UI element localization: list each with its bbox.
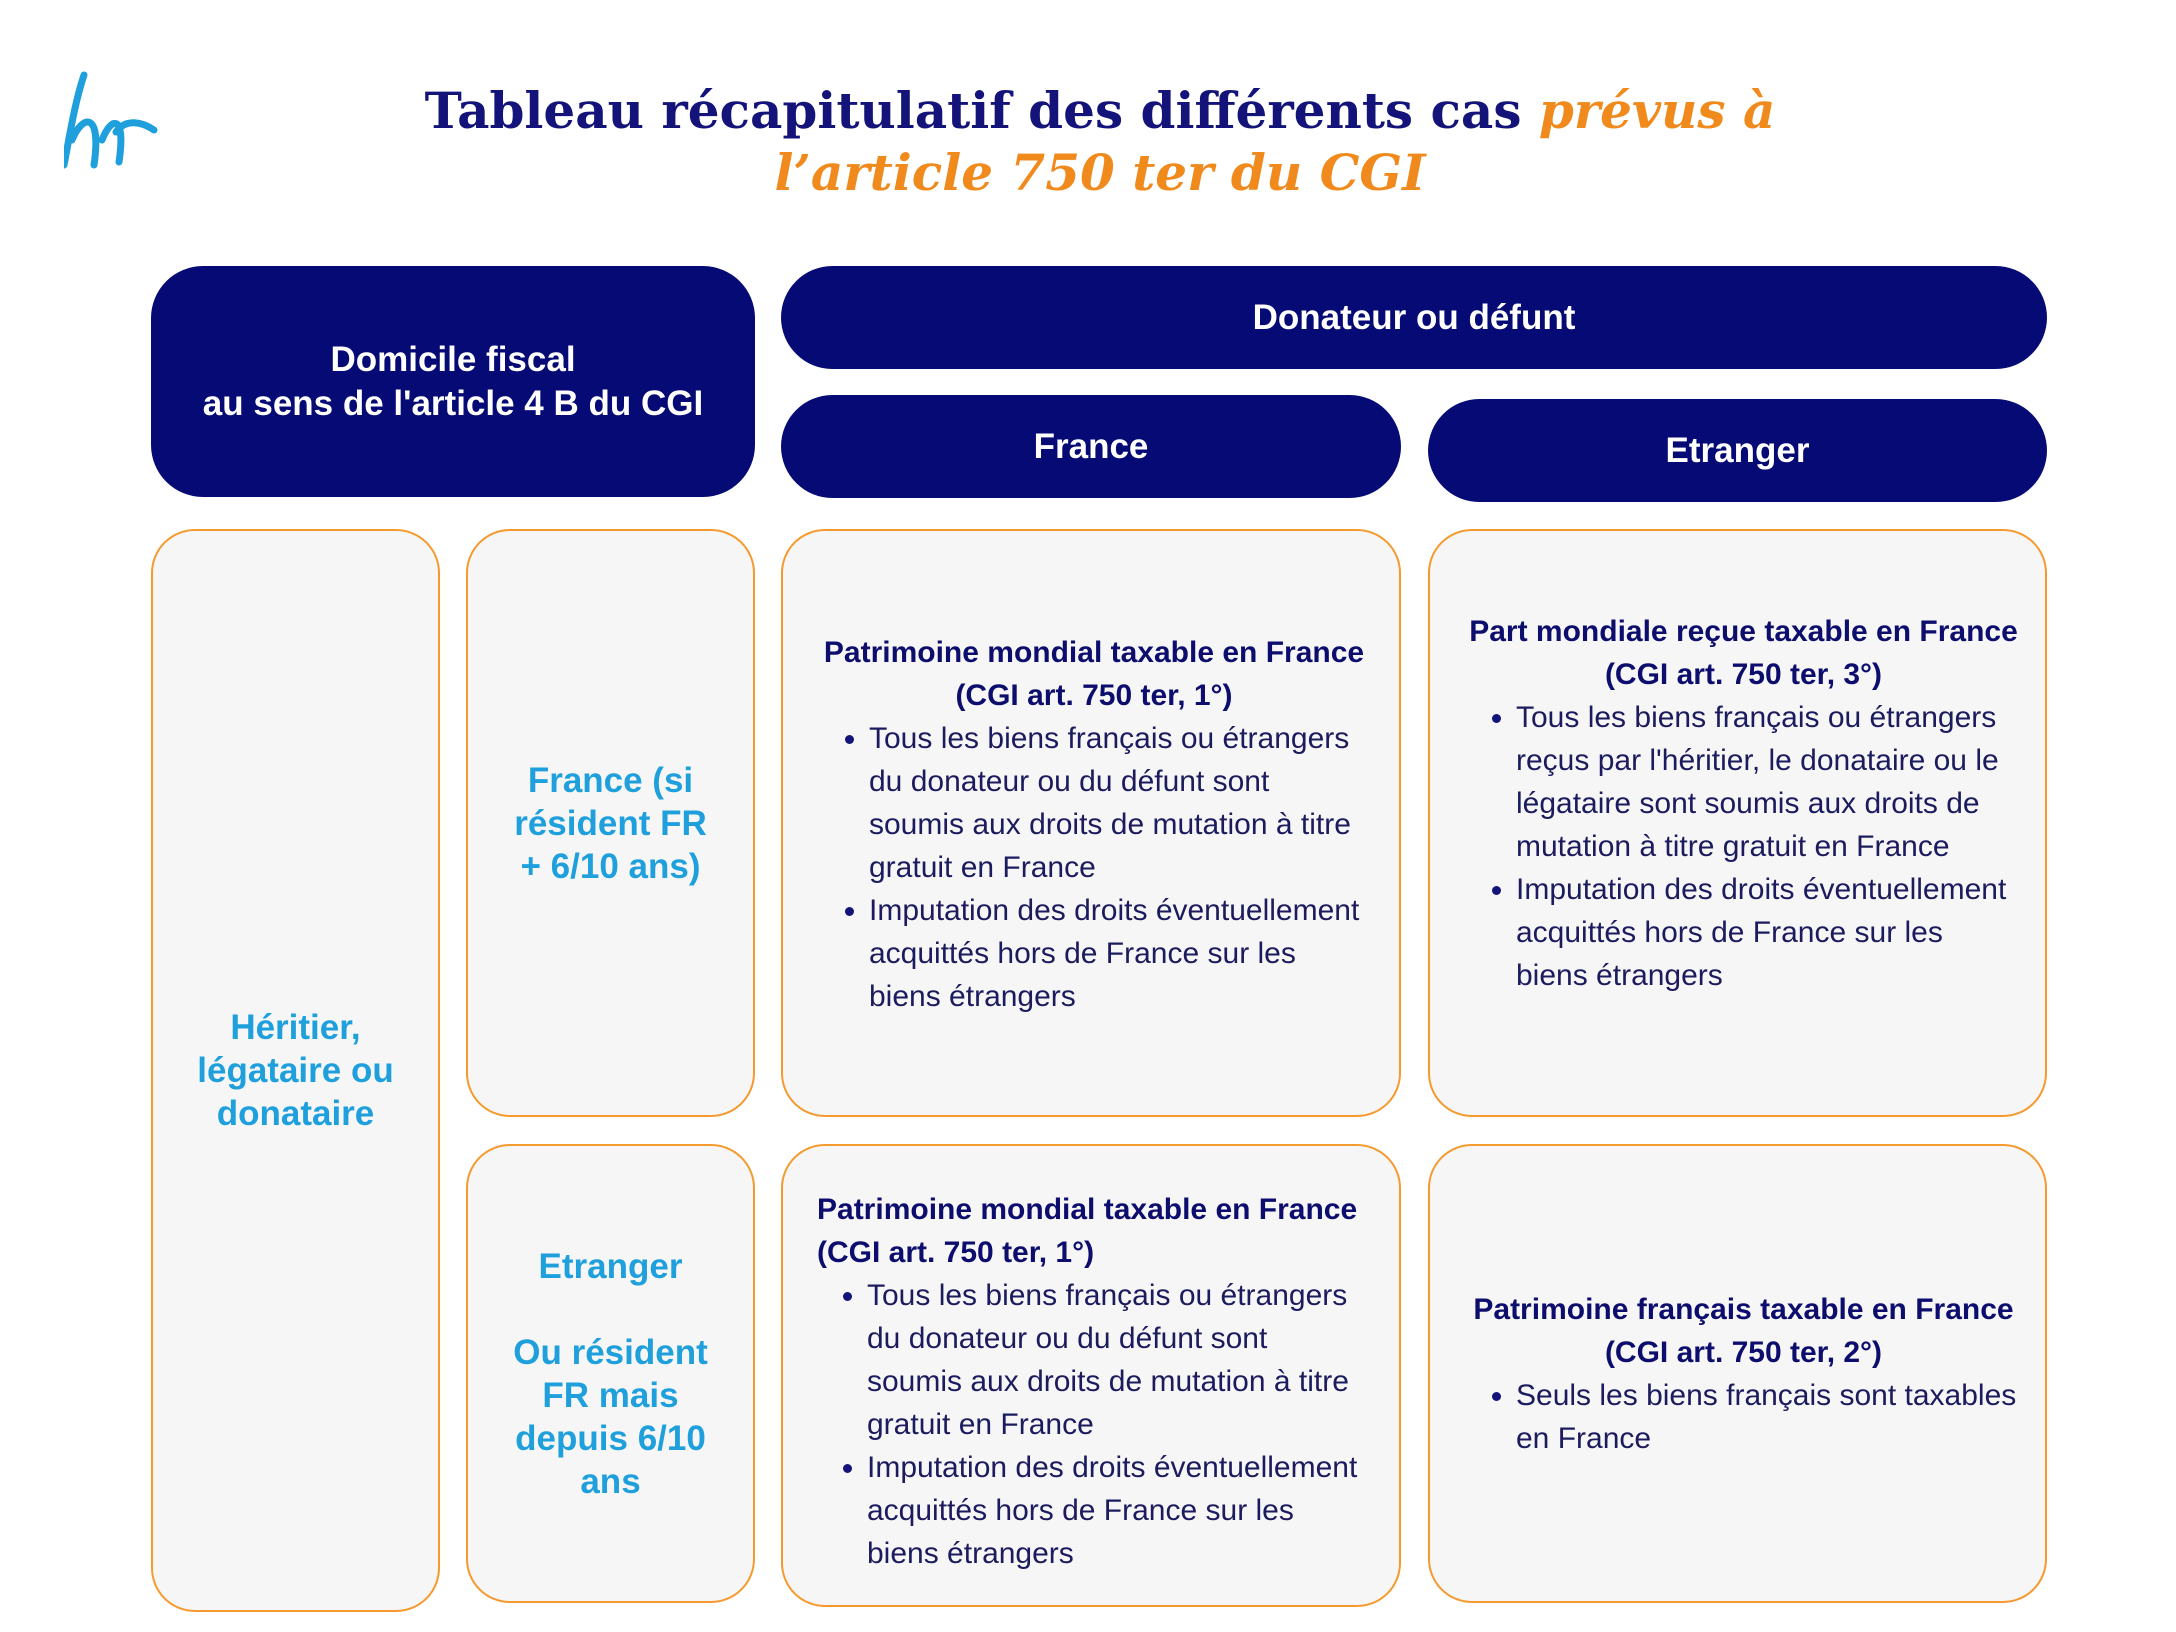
bullet-item: • Tous les biens français ou étrangers du donateur ou du défunt sont soumis aux droits de mutation à titre gratuit en France xyxy=(869,717,1369,889)
bullet-list xyxy=(1466,1374,2021,1460)
cell-content xyxy=(817,1188,1369,1575)
bullet-item: • Imputation des droits éventuellement acquittés hors de France sur les biens étrangers xyxy=(1516,868,2021,997)
heritier-line: Héritier, xyxy=(230,1008,361,1047)
bullet-item: • Imputation des droits éventuellement acquittés hors de France sur les biens étrangers xyxy=(869,889,1369,1018)
cell-content xyxy=(819,631,1369,1018)
cell-reference: (CGI art. 750 ter, 1°) xyxy=(955,679,1233,712)
row-etranger-title: Etranger xyxy=(538,1246,683,1286)
bullet-item: • Seuls les biens français sont taxables en France xyxy=(1516,1374,2021,1460)
title-part-1: Tableau récapitulatif des différents cas xyxy=(424,81,1539,140)
header-domicile-line2: au sens de l'article 4 B du CGI xyxy=(202,383,704,423)
row-label-etranger xyxy=(466,1144,755,1603)
hr-logo xyxy=(64,70,164,170)
cell-france-france xyxy=(781,529,1401,1117)
row-label-france xyxy=(466,529,755,1117)
cell-heading: Patrimoine mondial taxable en France xyxy=(817,1193,1358,1226)
bullet-list xyxy=(1466,696,2021,997)
heritier-line: donataire xyxy=(216,1094,375,1133)
bullet-list xyxy=(817,1274,1369,1575)
page-title xyxy=(420,80,1780,204)
bullet-item: • Tous les biens français ou étrangers du donateur ou du défunt sont soumis aux droits de mutation à titre gratuit en France xyxy=(867,1274,1369,1446)
row-etranger-line: FR mais xyxy=(542,1375,679,1415)
cell-reference: (CGI art. 750 ter, 3°) xyxy=(1604,658,1883,691)
bullet-item: • Tous les biens français ou étrangers reçus par l'héritier, le donataire ou le légataire sont soumis aux droits de mutation à titre gratuit en France xyxy=(1516,696,2021,868)
cell-etranger-france xyxy=(781,1144,1401,1607)
row-label-heritier xyxy=(151,529,440,1612)
title-part-3: l’article 750 ter du CGI xyxy=(774,143,1426,202)
cell-content xyxy=(1466,1288,2021,1460)
heritier-line: légataire ou xyxy=(197,1051,394,1090)
header-etranger: Etranger xyxy=(1428,399,2047,502)
header-domicile-line1: Domicile fiscal xyxy=(330,339,576,379)
header-domicile-fiscal xyxy=(151,266,755,497)
cell-content xyxy=(1466,610,2021,997)
bullet-list xyxy=(819,717,1369,1018)
cell-heading: Patrimoine mondial taxable en France xyxy=(823,636,1365,669)
cell-heading: Patrimoine français taxable en France xyxy=(1473,1293,2014,1326)
header-france: France xyxy=(781,395,1401,498)
cell-etranger-etranger xyxy=(1428,1144,2047,1603)
row-france-line: + 6/10 ans) xyxy=(520,846,701,886)
cell-reference: (CGI art. 750 ter, 2°) xyxy=(1604,1336,1883,1369)
row-france-line: France (si xyxy=(527,760,694,800)
cell-heading: Part mondiale reçue taxable en France xyxy=(1469,615,2018,648)
cell-reference: (CGI art. 750 ter, 1°) xyxy=(817,1236,1095,1269)
row-etranger-line: ans xyxy=(580,1461,641,1501)
row-etranger-line: Ou résident xyxy=(513,1332,708,1372)
row-france-line: résident FR xyxy=(514,803,707,843)
bullet-item: • Imputation des droits éventuellement acquittés hors de France sur les biens étrangers xyxy=(867,1446,1369,1575)
header-donateur-defunt: Donateur ou défunt xyxy=(781,266,2047,369)
row-etranger-line: depuis 6/10 xyxy=(515,1418,706,1458)
cell-france-etranger xyxy=(1428,529,2047,1117)
title-part-2: prévus à xyxy=(1538,81,1776,140)
